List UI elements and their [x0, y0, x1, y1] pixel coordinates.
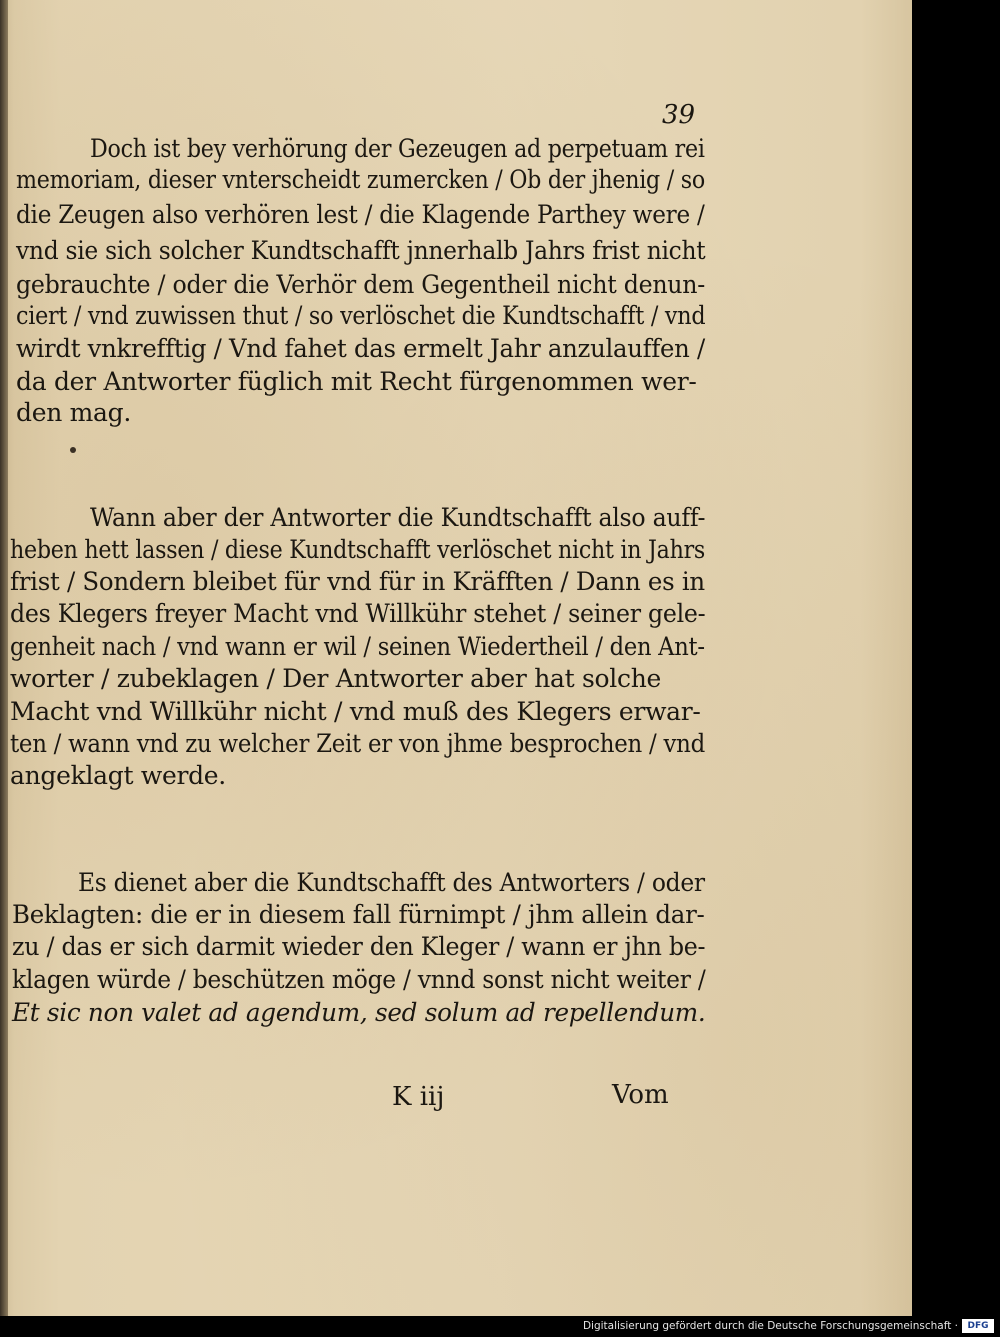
text-line: memoriam, dieser vnterscheidt zumercken / Ob der jhenig / so — [16, 165, 705, 194]
text-line: ciert / vnd zuwissen thut / so verlöschet die Kundtschafft / vnd — [16, 301, 706, 330]
text-line: wirdt vnkrefftig / Vnd fahet das ermelt Jahr anzulauffen / — [16, 334, 705, 363]
text-line: Beklagten: die er in diesem fall fürnimpt / jhm allein dar- — [12, 900, 705, 929]
text-line: klagen würde / beschützen möge / vnnd sonst nicht weiter / — [12, 965, 706, 994]
text-line: frist / Sondern bleibet für vnd für in Kräfften / Dann es in — [10, 567, 705, 596]
text-line: Es dienet aber die Kundtschafft des Antworters / oder — [78, 868, 705, 897]
footer-credit: Digitalisierung gefördert durch die Deutsche Forschungsgemeinschaft · — [582, 1320, 958, 1332]
latin-text-line: Et sic non valet ad agendum, sed solum ad repellendum. — [12, 998, 706, 1027]
ink-spot — [70, 447, 76, 453]
text-line: des Klegers freyer Macht vnd Willkühr stehet / seiner gele- — [10, 599, 706, 628]
text-line: gebrauchte / oder die Verhör dem Gegentheil nicht denun- — [16, 270, 705, 299]
signature-mark: K iij — [392, 1082, 445, 1112]
text-line: ten / wann vnd zu welcher Zeit er von jhme besprochen / vnd — [10, 729, 705, 758]
text-line: worter / zubeklagen / Der Antworter aber hat solche — [10, 664, 661, 693]
page-number: 39 — [662, 100, 696, 130]
text-line: die Zeugen also verhören lest / die Klagende Parthey were / — [16, 200, 705, 229]
text-line: da der Antworter füglich mit Recht fürgenommen wer- — [16, 367, 697, 396]
text-line: angeklagt werde. — [10, 761, 226, 790]
text-line: heben hett lassen / diese Kundtschafft verlöschet nicht in Jahrs — [10, 535, 706, 564]
dfg-logo: DFG — [962, 1319, 994, 1333]
text-line: Doch ist bey verhörung der Gezeugen ad perpetuam rei — [90, 134, 705, 163]
page-gutter-shadow — [0, 0, 8, 1316]
text-line: genheit nach / vnd wann er wil / seinen Wiedertheil / den Ant- — [10, 632, 705, 661]
text-line: den mag. — [16, 398, 132, 427]
text-line: Wann aber der Antworter die Kundtschafft also auff- — [90, 503, 706, 532]
text-line: vnd sie sich solcher Kundtschafft jnnerhalb Jahrs frist nicht — [16, 236, 706, 265]
text-line: zu / das er sich darmit wieder den Kleger / wann er jhn be- — [12, 932, 706, 961]
catchword: Vom — [612, 1080, 669, 1110]
text-line: Macht vnd Willkühr nicht / vnd muß des Klegers erwar- — [10, 697, 701, 726]
